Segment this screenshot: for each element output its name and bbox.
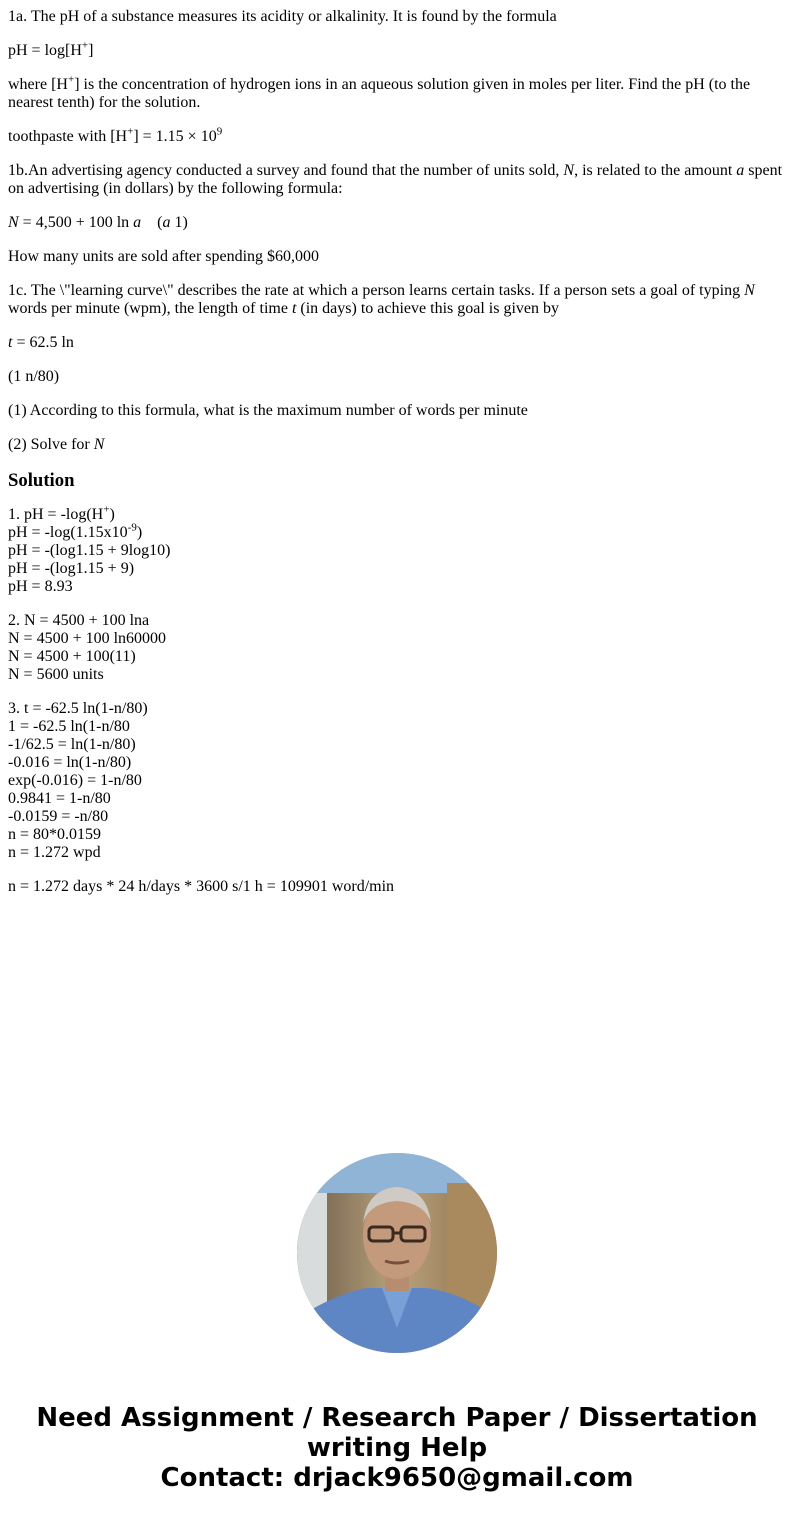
- solution-heading: Solution: [8, 470, 75, 491]
- solution-3-line: -1/62.5 = ln(1-n/80): [8, 736, 136, 753]
- q1b-formula: N = 4,500 + 100 ln a (a 1): [8, 214, 188, 231]
- solution-3-line: n = 80*0.0159: [8, 826, 102, 843]
- solution-1: [8, 503, 786, 596]
- footer-contact: Contact: drjack9650@gmail.com: [160, 1463, 634, 1493]
- q1c-part2: (2) Solve for N: [8, 436, 105, 453]
- q1b-intro: 1b.An advertising agency conducted a survey and found that the number of units sold, N, is related to the amount a spent on advertising (in dollars) by the following formula:: [8, 162, 783, 197]
- q1b-question: How many units are sold after spending $60,000: [8, 248, 320, 265]
- footer-banner: [0, 1403, 794, 1493]
- solution-2-line: N = 4500 + 100(11): [8, 648, 136, 665]
- solution-3-line: n = 1.272 wpd: [8, 844, 101, 861]
- q1a-formula: pH = log[H+]: [8, 39, 94, 59]
- q1c-formula: t = 62.5 ln: [8, 334, 74, 351]
- author-photo: [297, 1153, 497, 1353]
- solution-3-line: -0.016 = ln(1-n/80): [8, 754, 132, 771]
- solution-3-line: 1 = -62.5 ln(1-n/80: [8, 718, 130, 735]
- solution-2-line: N = 4500 + 100 ln60000: [8, 630, 167, 647]
- q1c-part1: (1) According to this formula, what is the maximum number of words per minute: [8, 402, 528, 419]
- solution-3-line: 3. t = -62.5 ln(1-n/80): [8, 700, 148, 717]
- solution-1-line: pH = 8.93: [8, 578, 73, 595]
- document-body: [8, 8, 786, 912]
- q1c-formula-paren: (1 n/80): [8, 368, 60, 385]
- footer-line-1: Need Assignment / Research Paper / Dissertation: [36, 1403, 758, 1433]
- solution-3: [8, 700, 786, 862]
- q1a-intro: 1a. The pH of a substance measures its acidity or alkalinity. It is found by the formula: [8, 8, 557, 25]
- q1a-where: where [H+] is the concentration of hydrogen ions in an aqueous solution given in moles per liter. Find the pH (to the nearest tenth) for the solution.: [8, 73, 751, 111]
- author-photo-illustration: [297, 1153, 497, 1353]
- q1c-intro: 1c. The \"learning curve\" describes the rate at which a person learns certain tasks. If a person sets a goal of typing N words per minute (wpm), the length of time t (in days) to achieve this goal is given by: [8, 282, 755, 317]
- solution-1-line: pH = $-\log(1.15x10^{-9})$: [8, 521, 143, 541]
- solution-3-line: 0.9841 = 1-n/80: [8, 790, 111, 807]
- solution-1-line: pH = -(log1.15 + 9log10): [8, 542, 171, 559]
- solution-2-line: N = 5600 units: [8, 666, 104, 683]
- solution-3-line: exp(-0.016) = 1-n/80: [8, 772, 142, 789]
- solution-2: [8, 612, 786, 684]
- solution-3-final: n = 1.272 days * 24 h/days * 3600 s/1 h = 109901 word/min: [8, 878, 395, 895]
- footer-line-2: writing Help: [306, 1433, 488, 1463]
- q1a-case: toothpaste with $[H^+] = 1.15 \times 10^9$: [8, 125, 223, 145]
- solution-1-line: pH = -(log1.15 + 9): [8, 560, 135, 577]
- solution-1-line: 1. pH = -log(H+): [8, 503, 115, 523]
- solution-3-line: -0.0159 = -n/80: [8, 808, 109, 825]
- solution-2-line: 2. N = 4500 + 100 lna: [8, 612, 150, 629]
